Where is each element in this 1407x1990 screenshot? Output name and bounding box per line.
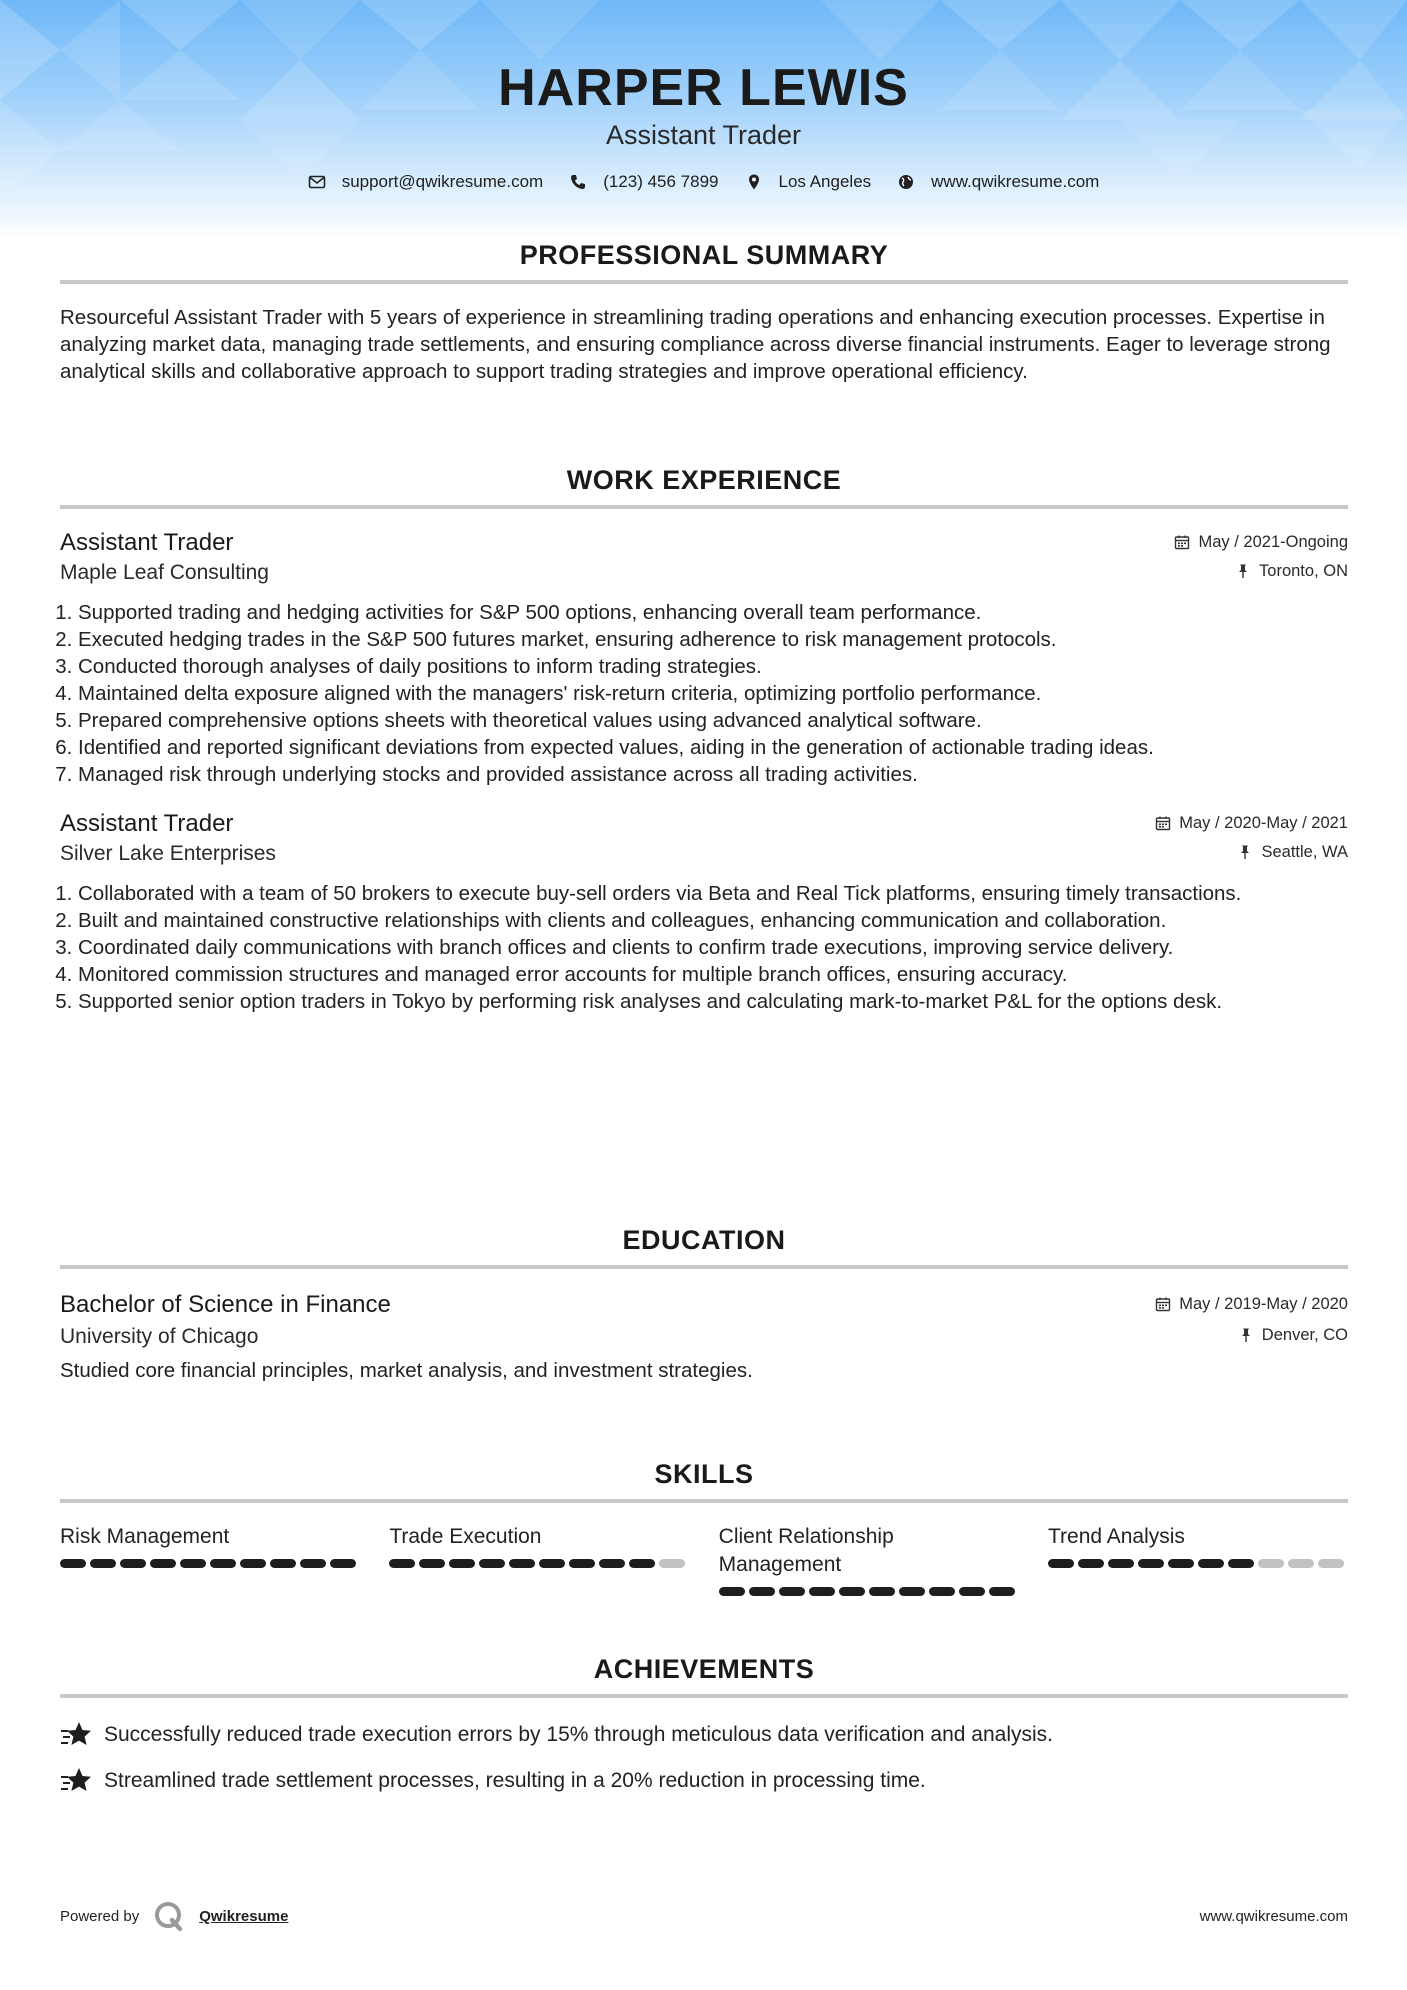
section-divider	[60, 505, 1348, 509]
resume-header	[0, 58, 1407, 152]
job-entry	[60, 810, 1348, 1015]
list-item: 1. Supported trading and hedging activities for S&P 500 options, enhancing overall team performance.	[78, 599, 1348, 626]
contact-location	[745, 172, 872, 192]
skill-dot-empty	[1258, 1559, 1284, 1568]
skill-dot-filled	[479, 1559, 505, 1568]
phone-text: (123) 456 7899	[603, 172, 719, 191]
skill-name: Trend Analysis	[1047, 1525, 1185, 1548]
candidate-name: HARPER LEWIS	[498, 59, 909, 117]
job-bullets	[60, 880, 1348, 1015]
website-text: www.qwikresume.com	[931, 172, 1100, 191]
skill-dot-filled	[749, 1587, 775, 1596]
list-item: 1. Collaborated with a team of 50 brokers to execute buy-sell orders via Beta and Real Tick platforms, ensuring timely transactions.	[78, 880, 1348, 907]
section-divider	[60, 1265, 1348, 1269]
section-divider	[60, 1694, 1348, 1698]
job-dates: May / 2021-Ongoing	[1174, 533, 1348, 552]
skill-dot-filled	[150, 1559, 176, 1568]
skill-dot-filled	[449, 1559, 475, 1568]
calendar-icon	[1174, 534, 1190, 550]
list-item: 3. Conducted thorough analyses of daily positions to inform trading strategies.	[78, 653, 1348, 680]
experience-heading: WORK EXPERIENCE	[566, 465, 842, 495]
contact-website[interactable]	[897, 172, 1099, 192]
summary-heading: PROFESSIONAL SUMMARY	[519, 240, 889, 270]
footer-website[interactable]: www.qwikresume.com	[1199, 1907, 1348, 1925]
skill-item	[389, 1523, 689, 1596]
skill-dot-empty	[1288, 1559, 1314, 1568]
skill-dot-filled	[330, 1559, 356, 1568]
skill-dot-filled	[300, 1559, 326, 1568]
skill-dot-filled	[180, 1559, 206, 1568]
skill-dot-filled	[60, 1559, 86, 1568]
education-location: Denver, CO	[1238, 1326, 1348, 1345]
contact-bar	[0, 172, 1407, 192]
skill-dot-filled	[989, 1587, 1015, 1596]
candidate-title: Assistant Trader	[605, 120, 802, 150]
job-bullets	[60, 599, 1348, 788]
section-divider	[60, 280, 1348, 284]
education-heading: EDUCATION	[622, 1225, 786, 1255]
skill-dot-empty	[1318, 1559, 1344, 1568]
map-pin-icon	[745, 173, 763, 191]
list-item: 5. Prepared comprehensive options sheets with theoretical values using advanced analytical software.	[78, 707, 1348, 734]
company-name: Silver Lake Enterprises	[60, 842, 276, 865]
skill-dot-filled	[1168, 1559, 1194, 1568]
skill-dot-filled	[779, 1587, 805, 1596]
skill-name: Client Relationship Management	[718, 1525, 894, 1576]
brand-link[interactable]: Qwikresume	[199, 1907, 289, 1925]
skill-dot-filled	[569, 1559, 595, 1568]
job-entry	[60, 529, 1348, 788]
job-title: Assistant Trader	[60, 529, 234, 556]
phone-icon	[569, 173, 587, 191]
calendar-icon	[1155, 1296, 1171, 1312]
list-item: 2. Built and maintained constructive relationships with clients and colleagues, enhancing communication and collaboration.	[78, 907, 1348, 934]
education-description: Studied core financial principles, market analysis, and investment strategies.	[60, 1359, 753, 1382]
education-dates: May / 2019-May / 2020	[1155, 1295, 1348, 1314]
skill-level-bar	[1048, 1559, 1348, 1568]
degree-name: Bachelor of Science in Finance	[60, 1291, 391, 1318]
calendar-icon	[1155, 815, 1171, 831]
achievements-list	[60, 1720, 1348, 1796]
job-location: Seattle, WA	[1237, 843, 1348, 862]
achievements-section	[60, 1652, 1348, 1796]
skill-level-bar	[719, 1587, 1019, 1596]
list-item: 5. Supported senior option traders in Tokyo by performing risk analyses and calculating mark-to-market P&L for the options desk.	[78, 988, 1348, 1015]
summary-text: Resourceful Assistant Trader with 5 years of experience in streamlining trading operations and enhancing execution processes. Expertise in analyzing market data, managing trade settlements, and ensuring compliance across diverse financial instruments. Eager to leverage strong analytical skills and collaborative approach to support trading strategies and improve operational efficiency.	[60, 306, 1331, 383]
job-title: Assistant Trader	[60, 810, 234, 837]
list-item: 4. Maintained delta exposure aligned with the managers' risk-return criteria, optimizing portfolio performance.	[78, 680, 1348, 707]
skill-dot-filled	[839, 1587, 865, 1596]
skill-dot-filled	[1138, 1559, 1164, 1568]
contact-phone[interactable]	[569, 172, 718, 192]
pushpin-icon	[1237, 844, 1253, 860]
star-icon	[60, 1720, 94, 1750]
powered-by-label: Powered by	[60, 1907, 140, 1925]
skill-dot-filled	[509, 1559, 535, 1568]
skill-dot-filled	[90, 1559, 116, 1568]
pushpin-icon	[1235, 563, 1251, 579]
skill-dot-filled	[1078, 1559, 1104, 1568]
skill-dot-filled	[959, 1587, 985, 1596]
skill-dot-filled	[869, 1587, 895, 1596]
contact-email[interactable]	[308, 172, 544, 192]
skill-dot-filled	[240, 1559, 266, 1568]
skill-dot-filled	[1048, 1559, 1074, 1568]
school-name: University of Chicago	[60, 1325, 259, 1348]
page-footer	[60, 1900, 1348, 1932]
job-dates: May / 2020-May / 2021	[1155, 814, 1348, 833]
skills-section	[60, 1457, 1348, 1596]
pushpin-icon	[1238, 1327, 1254, 1343]
skill-item	[719, 1523, 1019, 1596]
achievement-item	[60, 1766, 1348, 1796]
list-item: 2. Executed hedging trades in the S&P 500 futures market, ensuring adherence to risk management protocols.	[78, 626, 1348, 653]
education-section	[60, 1223, 1348, 1384]
skill-dot-filled	[539, 1559, 565, 1568]
globe-icon	[897, 173, 915, 191]
location-text: Los Angeles	[778, 172, 872, 191]
email-text: support@qwikresume.com	[341, 172, 544, 191]
list-item: 4. Monitored commission structures and managed error accounts for multiple branch offices, ensuring accuracy.	[78, 961, 1348, 988]
skill-level-bar	[60, 1559, 360, 1568]
skill-dot-filled	[629, 1559, 655, 1568]
skill-dot-filled	[899, 1587, 925, 1596]
list-item: 7. Managed risk through underlying stocks and provided assistance across all trading activities.	[78, 761, 1348, 788]
powered-by	[60, 1900, 288, 1932]
skill-item	[1048, 1523, 1348, 1596]
skill-dot-filled	[270, 1559, 296, 1568]
skill-dot-filled	[210, 1559, 236, 1568]
list-item: 6. Identified and reported significant deviations from expected values, aiding in the generation of actionable trading ideas.	[78, 734, 1348, 761]
skill-dot-filled	[809, 1587, 835, 1596]
education-entry	[60, 1291, 1348, 1384]
skill-dot-filled	[1108, 1559, 1134, 1568]
skill-dot-filled	[719, 1587, 745, 1596]
job-location: Toronto, ON	[1235, 562, 1348, 581]
skills-heading: SKILLS	[654, 1459, 754, 1489]
summary-section	[60, 238, 1348, 385]
achievement-text: Successfully reduced trade execution errors by 15% through meticulous data verification and analysis.	[104, 1723, 1054, 1746]
section-divider	[60, 1499, 1348, 1503]
skill-dot-filled	[929, 1587, 955, 1596]
experience-section	[60, 463, 1348, 1015]
skills-list	[60, 1523, 1348, 1596]
achievement-item	[60, 1720, 1348, 1750]
skill-dot-filled	[389, 1559, 415, 1568]
skill-name: Trade Execution	[389, 1525, 542, 1548]
skill-level-bar	[389, 1559, 689, 1568]
company-name: Maple Leaf Consulting	[60, 561, 269, 584]
qwikresume-logo-icon	[153, 1900, 185, 1932]
skill-dot-empty	[659, 1559, 685, 1568]
achievements-heading: ACHIEVEMENTS	[593, 1654, 815, 1684]
skill-name: Risk Management	[60, 1525, 230, 1548]
skill-dot-filled	[419, 1559, 445, 1568]
skill-dot-filled	[1198, 1559, 1224, 1568]
envelope-icon	[308, 173, 326, 191]
skill-item	[60, 1523, 360, 1596]
star-icon	[60, 1766, 94, 1796]
skill-dot-filled	[1228, 1559, 1254, 1568]
skill-dot-filled	[120, 1559, 146, 1568]
list-item: 3. Coordinated daily communications with branch offices and clients to confirm trade executions, improving service delivery.	[78, 934, 1348, 961]
achievement-text: Streamlined trade settlement processes, resulting in a 20% reduction in processing time.	[104, 1769, 926, 1792]
skill-dot-filled	[599, 1559, 625, 1568]
